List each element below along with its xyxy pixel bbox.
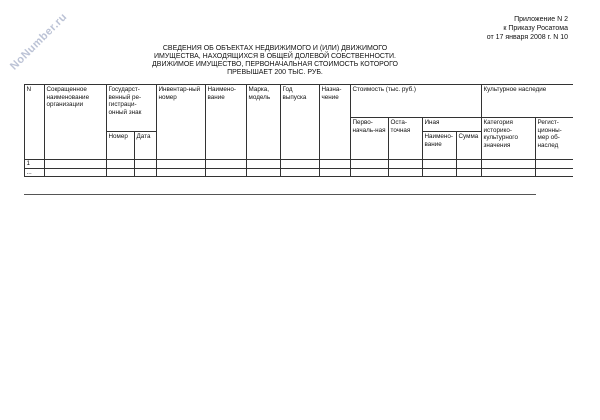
appendix-line-2: к Приказу Росатома: [503, 25, 568, 32]
appendix-block: [487, 15, 568, 42]
header-cost: Стоимость (тыс. руб.): [351, 85, 482, 118]
row-number: ...: [25, 168, 45, 177]
header-reg-date: Дата: [135, 132, 157, 160]
watermark: NoNumber.ru: [8, 10, 70, 73]
header-cost-other-name: Наимено-вание: [423, 132, 457, 160]
appendix-line-1: Приложение N 2: [514, 16, 568, 23]
header-reg-sign: Государст-венный ре-гистраци-онный знак: [107, 85, 157, 132]
table-row: [25, 168, 573, 177]
title-line-2: ИМУЩЕСТВА, НАХОДЯЩИХСЯ В ОБЩЕЙ ДОЛЕВОЙ СОБСТВЕННОСТИ.: [154, 53, 396, 60]
table-row: [25, 160, 573, 169]
header-heritage-reg: Регист-ционны-мер об-наслед: [536, 118, 573, 160]
document-title: [150, 45, 400, 77]
header-org: Сокращенное наименование организации: [45, 85, 107, 160]
header-cost-residual: Оста-точная: [389, 118, 423, 160]
title-line-1: СВЕДЕНИЯ ОБ ОБЪЕКТАХ НЕДВИЖИМОГО И (ИЛИ) ДВИЖИМОГО: [162, 45, 388, 52]
row-number: 1: [25, 160, 45, 169]
header-reg-number: Номер: [107, 132, 135, 160]
header-cost-other: Иная: [423, 118, 482, 132]
title-line-4: ПРЕВЫШАЕТ 200 ТЫС. РУБ.: [227, 69, 323, 76]
header-name: Наимено-вание: [206, 85, 247, 160]
header-model: Марка, модель: [247, 85, 281, 160]
header-year: Год выпуска: [281, 85, 320, 160]
appendix-line-3: от 17 января 2008 г. N 10: [486, 34, 568, 41]
header-cost-initial: Перво-началь-ная: [351, 118, 389, 160]
property-table: [24, 84, 573, 177]
title-line-3: ДВИЖИМОЕ ИМУЩЕСТВО, ПЕРВОНАЧАЛЬНАЯ СТОИМОСТЬ КОТОРОГО: [152, 61, 398, 68]
header-inventory: Инвентар-ный номер: [157, 85, 206, 160]
header-heritage-category: Категория историко-культурного значения: [482, 118, 536, 160]
header-heritage: Культурное наследие: [482, 85, 573, 118]
header-purpose: Назна-чение: [320, 85, 351, 160]
footnote-divider: [24, 194, 536, 195]
header-n: N: [25, 85, 45, 160]
header-cost-other-sum: Сумма: [457, 132, 482, 160]
